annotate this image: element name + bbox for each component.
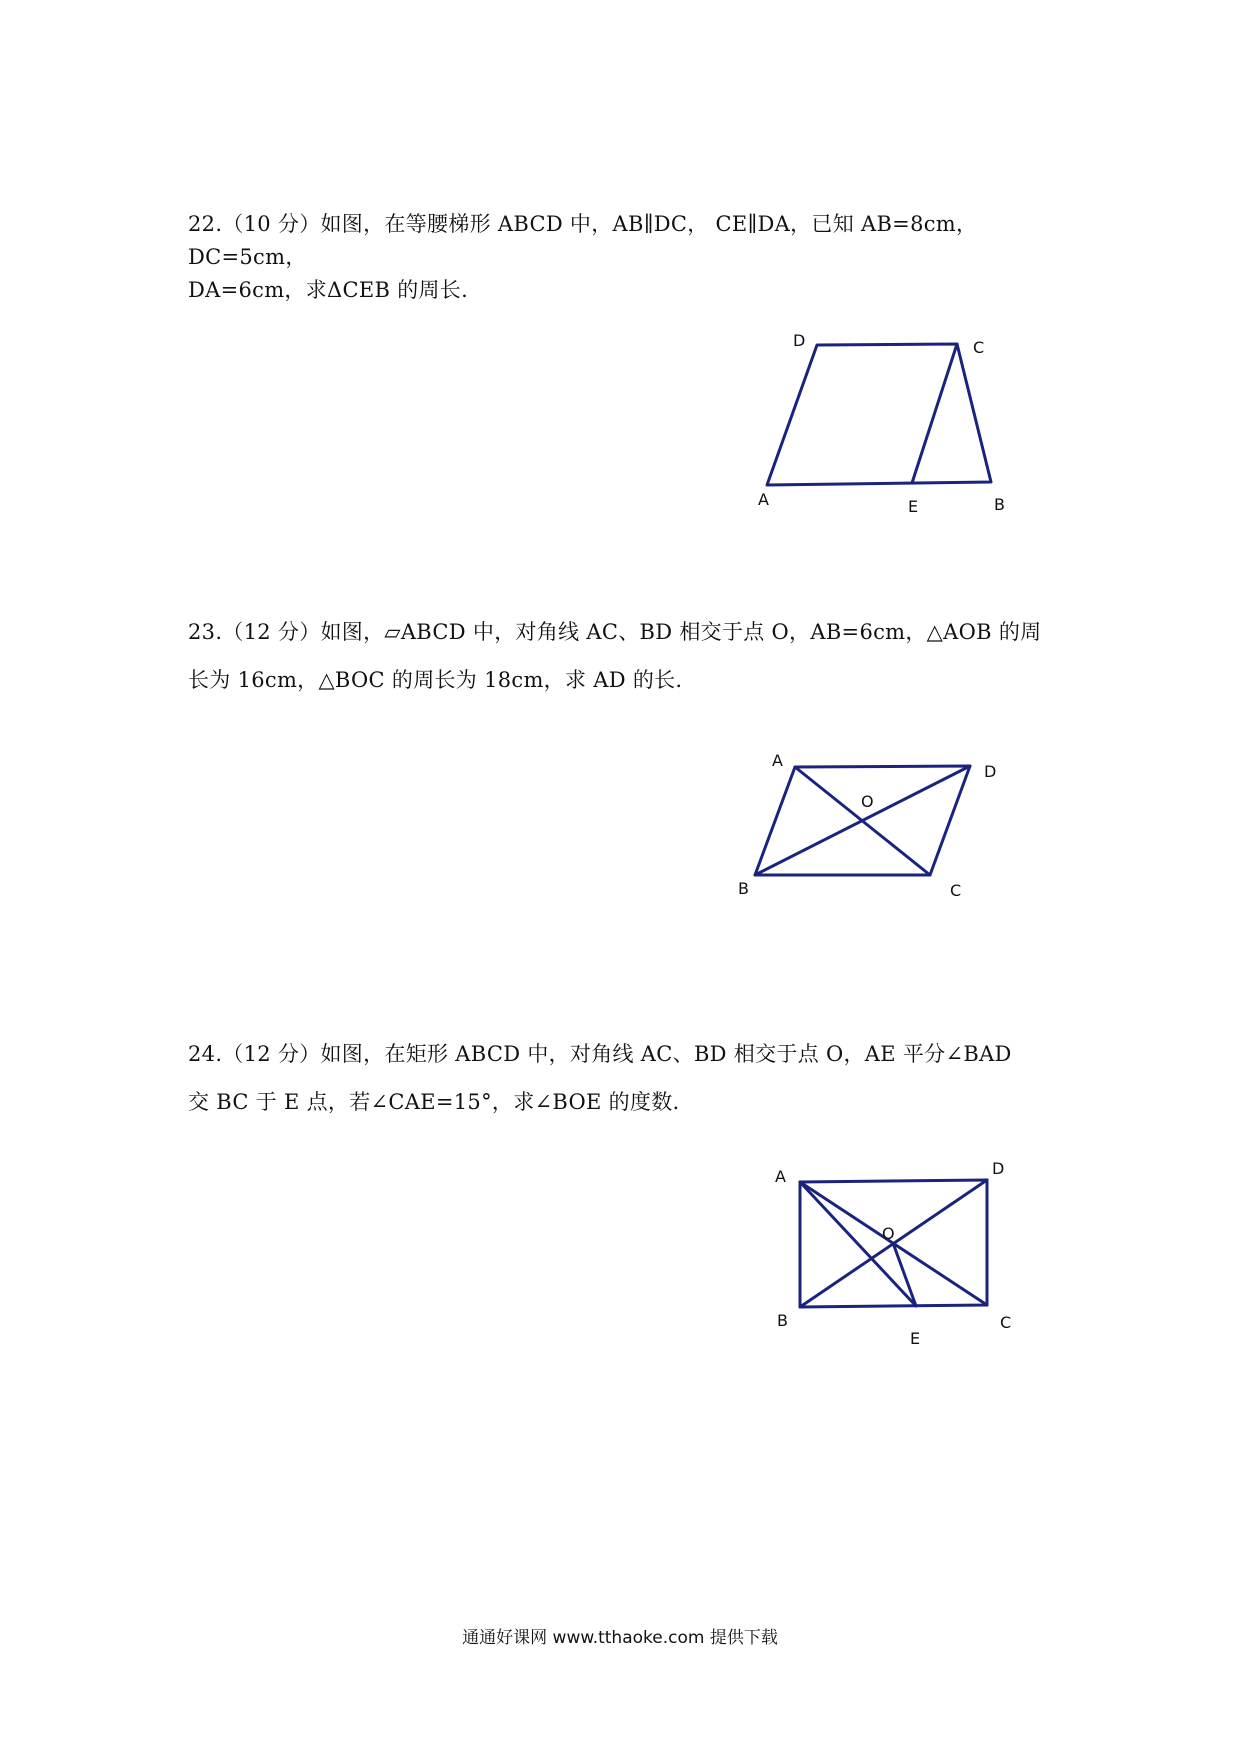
label-d: D: [992, 1159, 1005, 1178]
label-o: O: [882, 1224, 895, 1243]
label-b: B: [777, 1311, 788, 1330]
label-e: E: [908, 497, 919, 516]
label-e: E: [910, 1329, 921, 1348]
segment-ce: [912, 344, 957, 483]
label-a: A: [772, 751, 783, 770]
label-a: A: [775, 1167, 786, 1186]
problem-22-line-2: DA=6cm，求ΔCEB 的周长.: [188, 278, 469, 302]
problem-24-rectangle-figure: [745, 1160, 1025, 1360]
problem-24-line-1: 24.（12 分）如图，在矩形 ABCD 中，对角线 AC、BD 相交于点 O，AE 平分∠BAD: [188, 1042, 1012, 1066]
label-a: A: [758, 490, 769, 509]
problem-24: [188, 1030, 1063, 1126]
problem-22-line-1: 22.（10 分）如图，在等腰梯形 ABCD 中，AB∥DC， CE∥DA，已知 AB=8cm，DC=5cm，: [188, 212, 978, 269]
diagonal-bd: [755, 766, 970, 875]
label-c: C: [973, 338, 985, 357]
problem-24-line-2: 交 BC 于 E 点，若∠CAE=15°，求∠BOE 的度数.: [188, 1090, 680, 1114]
problem-23-line-1: 23.（12 分）如图，▱ABCD 中，对角线 AC、BD 相交于点 O，AB=6cm，△AOB 的周: [188, 620, 1042, 644]
label-d: D: [793, 331, 806, 350]
label-o: O: [861, 792, 874, 811]
label-c: C: [1000, 1313, 1012, 1332]
label-b: B: [738, 879, 749, 898]
label-c: C: [950, 881, 962, 900]
footer-source-text: 通通好课网 www.tthaoke.com 提供下载: [462, 1628, 778, 1648]
problem-23-parallelogram-figure: [725, 750, 1025, 910]
label-d: D: [984, 762, 997, 781]
label-b: B: [994, 495, 1005, 514]
problem-22-trapezoid-figure: [740, 330, 1020, 530]
problem-23: [188, 608, 1063, 704]
trapezoid-abcd: [767, 344, 991, 485]
problem-22: [188, 208, 1063, 307]
problem-23-line-2: 长为 16cm，△BOC 的周长为 18cm，求 AD 的长.: [188, 668, 683, 692]
segment-ae: [800, 1182, 916, 1306]
